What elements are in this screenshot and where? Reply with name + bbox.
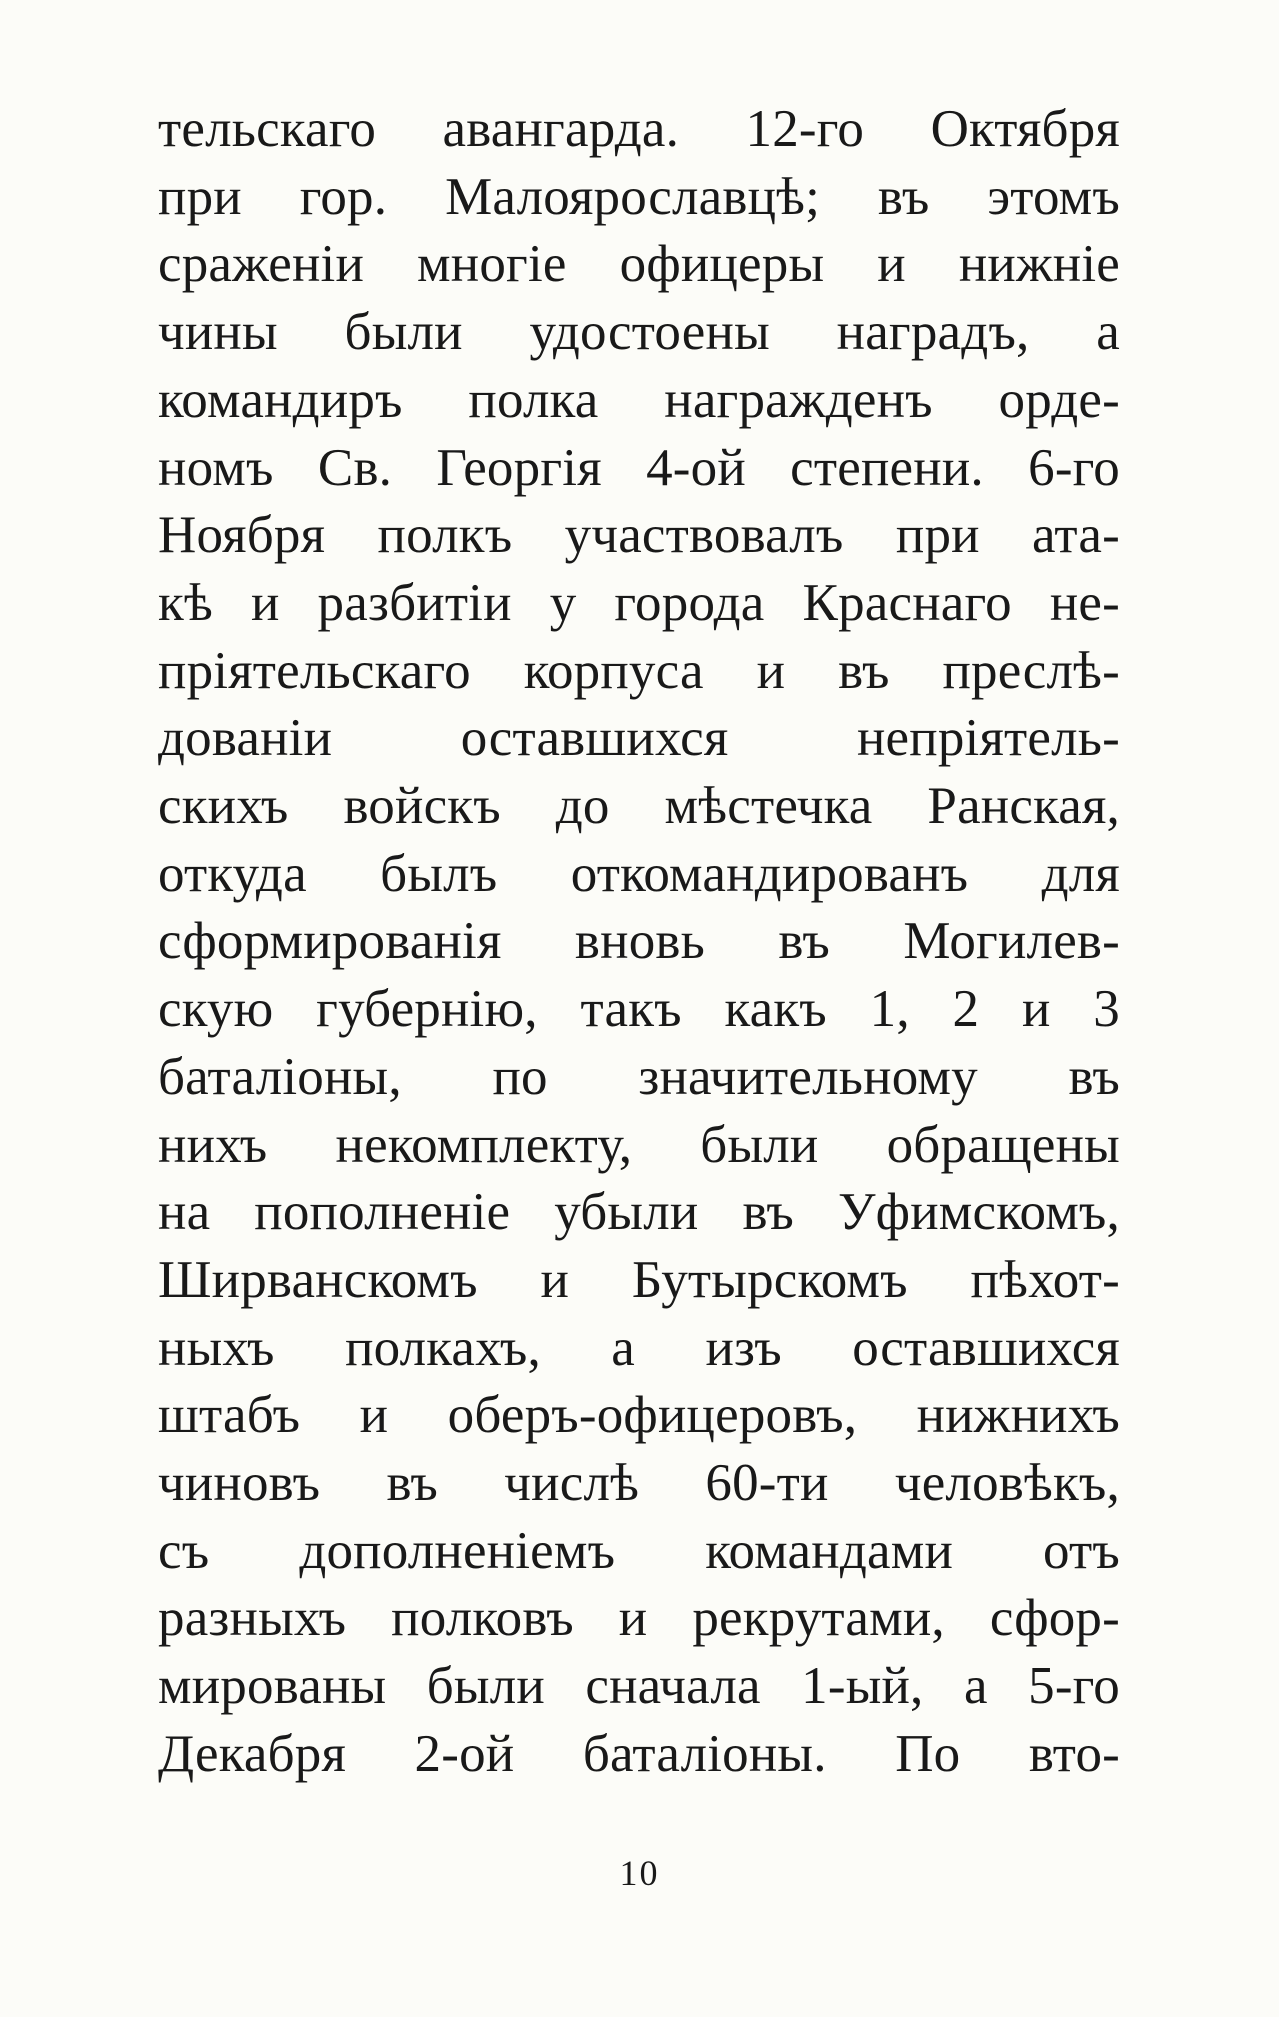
text-line: пріятельскаго корпуса и въ преслѣ-: [158, 641, 1120, 700]
text-line: на пополненіе убыли въ Уфимскомъ,: [158, 1183, 1120, 1242]
text-line: тельскаго авангарда. 12-го Октября: [158, 100, 1120, 158]
text-line: ныхъ полкахъ, а изъ оставшихся: [158, 1318, 1120, 1377]
text-line: командиръ полка награжденъ орде-: [158, 370, 1120, 429]
page-number: 10: [619, 1852, 660, 1893]
text-line: при гор. Малоярославцѣ; въ этомъ: [158, 167, 1120, 226]
text-line: дованіи оставшихся непріятель-: [158, 709, 1120, 768]
text-line: чиновъ въ числѣ 60-ти человѣкъ,: [158, 1454, 1120, 1513]
text-line: скую губернію, такъ какъ 1, 2 и 3: [158, 980, 1120, 1039]
text-line: кѣ и разбитіи у города Краснаго не-: [158, 573, 1120, 632]
text-line: штабъ и оберъ-офицеровъ, нижнихъ: [158, 1386, 1120, 1445]
text-line: номъ Св. Георгія 4-ой степени. 6-го: [158, 438, 1120, 497]
text-line: мированы были сначала 1-ый, а 5-го: [158, 1657, 1120, 1716]
text-line: съ дополненіемъ командами отъ: [158, 1521, 1120, 1580]
text-line: чины были удостоены наградъ, а: [158, 303, 1120, 362]
text-line: Ширванскомъ и Бутырскомъ пѣхот-: [158, 1250, 1120, 1309]
text-line: скихъ войскъ до мѣстечка Ранская,: [158, 777, 1120, 836]
text-line: Ноября полкъ участвовалъ при ата-: [158, 506, 1120, 565]
text-line: Декабря 2-ой баталіоны. По вто-: [158, 1724, 1120, 1783]
text-line: сформированія вновь въ Могилев-: [158, 912, 1120, 971]
text-line: баталіоны, по значительному въ: [158, 1047, 1120, 1106]
text-line: разныхъ полковъ и рекрутами, сфор-: [158, 1589, 1120, 1648]
text-line: нихъ некомплекту, были обращены: [158, 1115, 1120, 1174]
text-line: откуда былъ откомандированъ для: [158, 844, 1120, 903]
text-line: сраженіи многіе офицеры и нижніе: [158, 235, 1120, 294]
